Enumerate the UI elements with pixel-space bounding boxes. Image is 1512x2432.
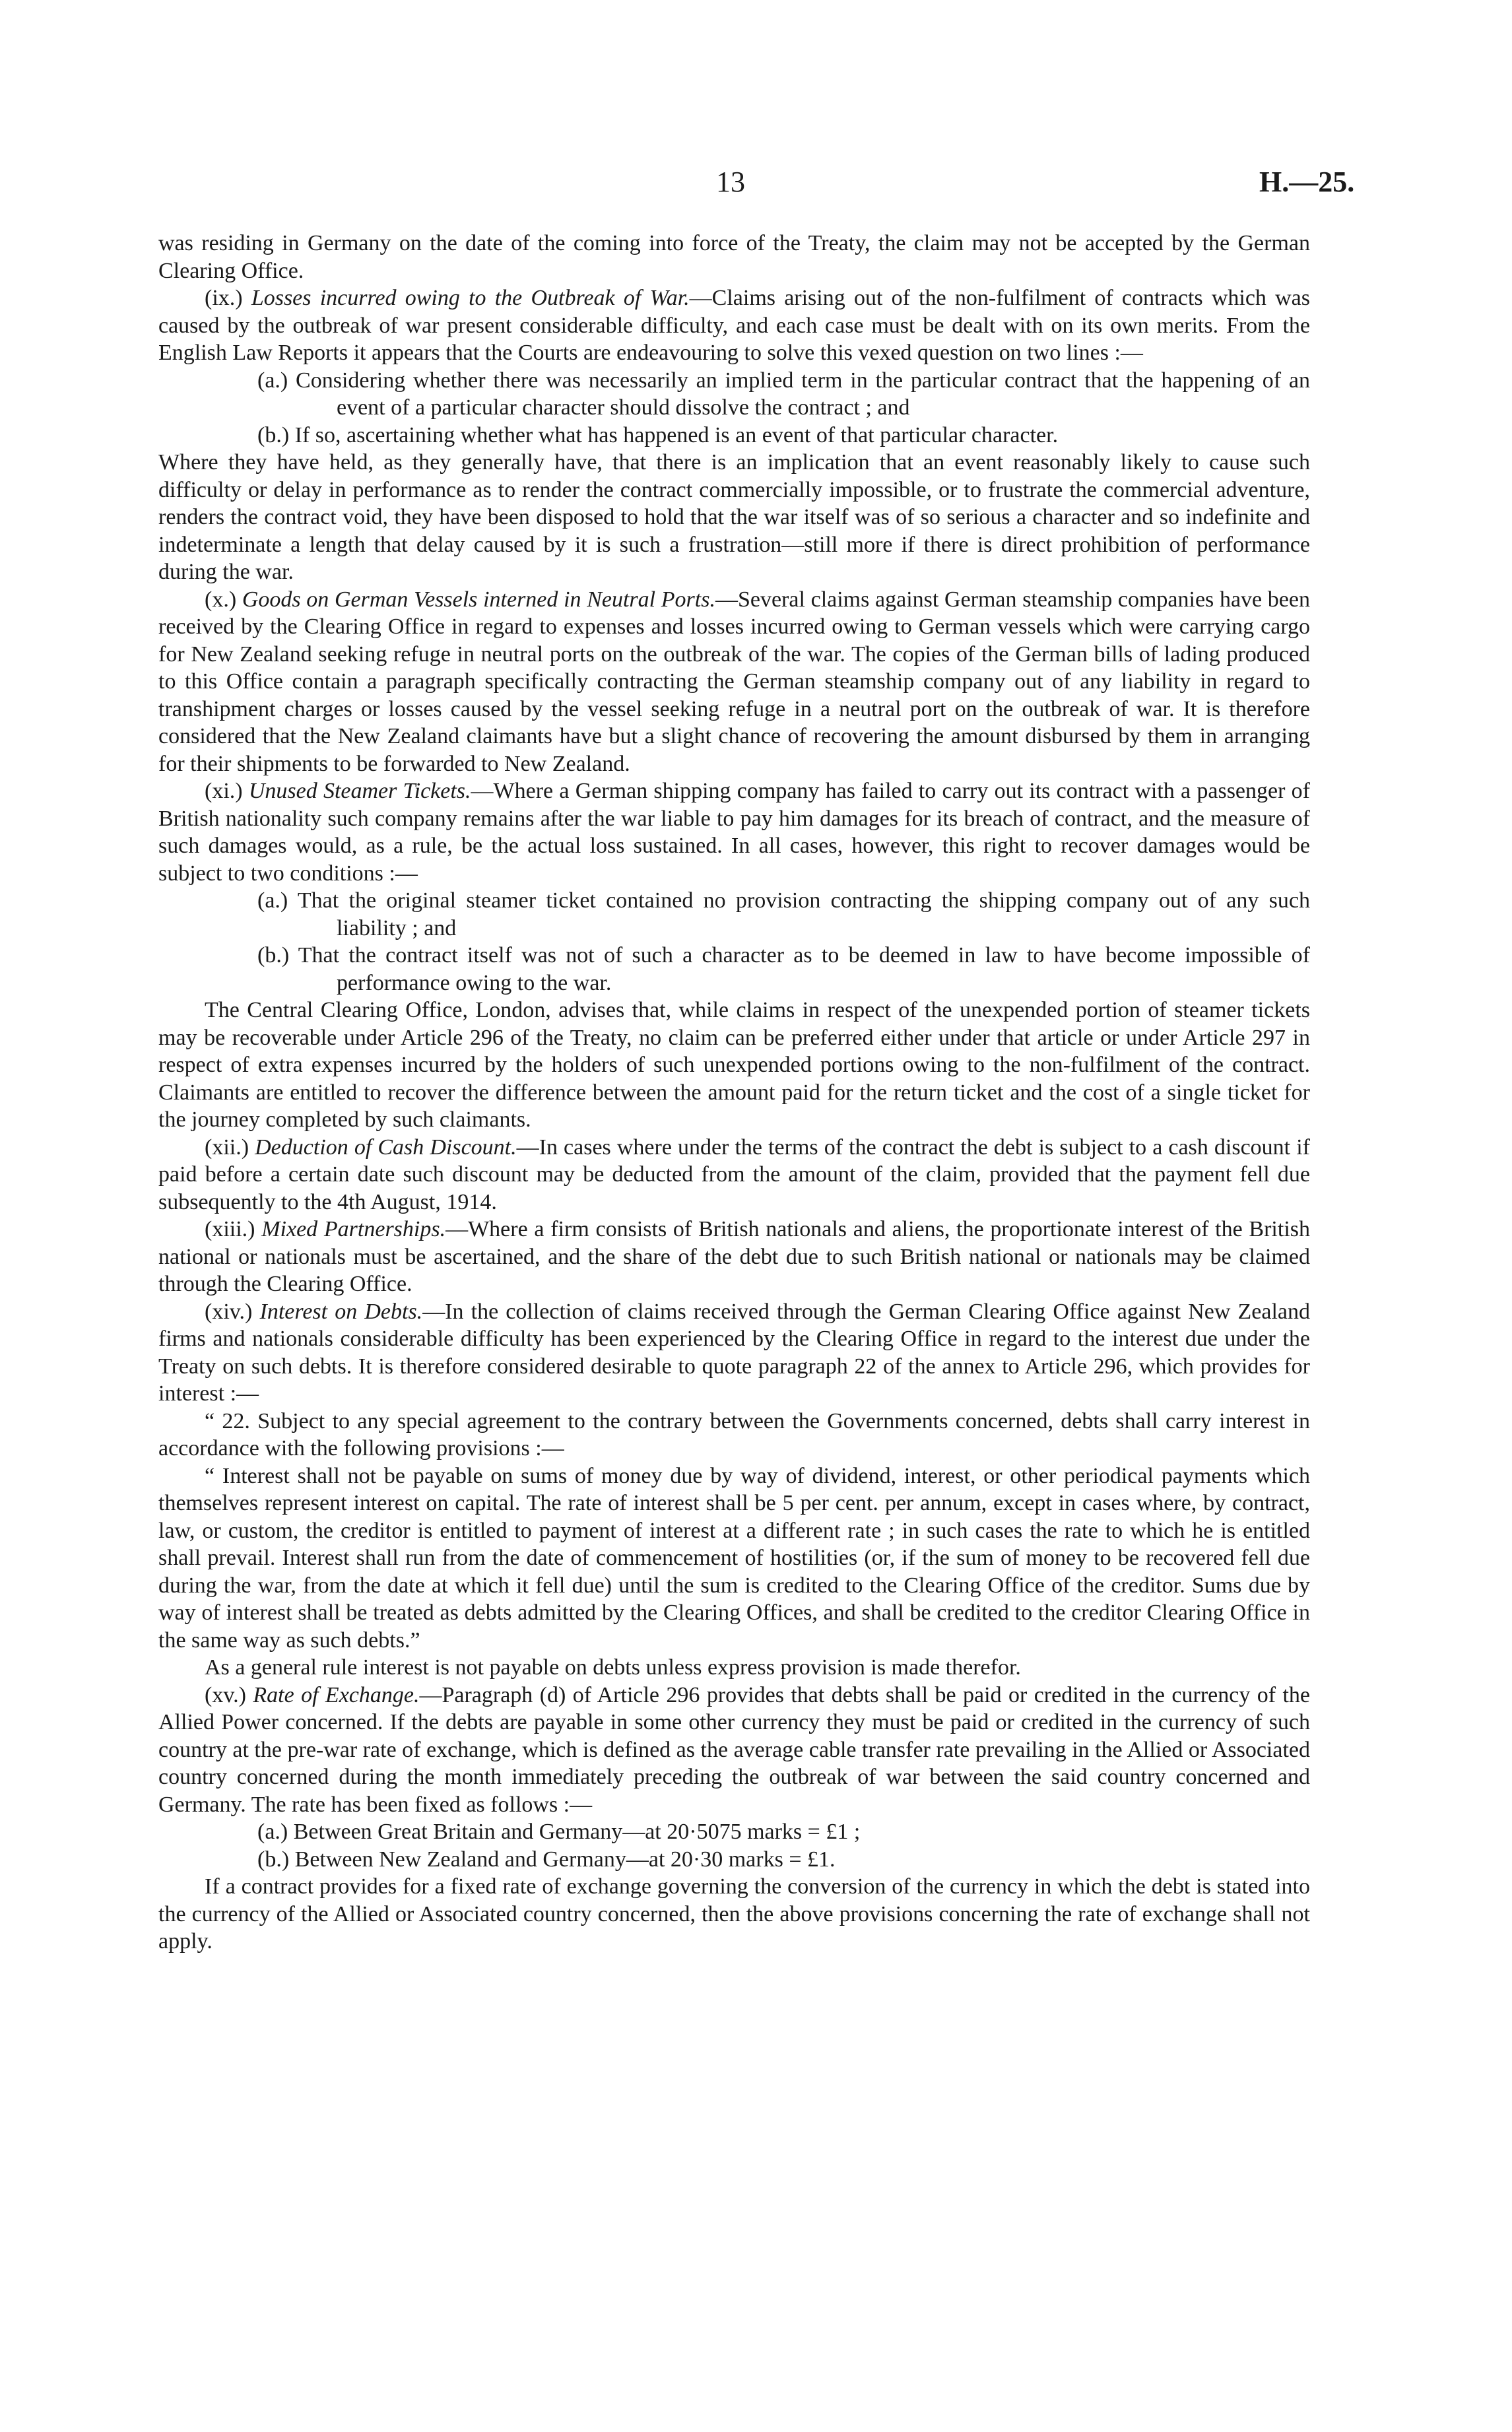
paragraph-text: —Where a German shipping company has failed to carry out its contract with a passenger of British nationality such company remains after the war liable to pay him damages for its breach of contract, and the measure of such damages would, as a rule, be the actual loss sustained. In all cases, however, this right to recover damages would be subject to two conditions :— <box>158 779 1310 886</box>
paragraph-text: If a contract provides for a fixed rate of exchange governing the conversion of the currency in which the debt is stated into the currency of the Allied or Associated country concerned, then the above provisions concerning the rate of exchange shall not apply. <box>158 1874 1310 1954</box>
paragraph <box>158 230 1310 284</box>
paragraph-text: Where they have held, as they generally have, that there is an implication that an event reasonably likely to cause such difficulty or delay in performance as to render the contract commercially impossible, or to frustrate the commercial adventure, renders the contract void, they have been disposed to hold that the war itself was of so serious a character and so indefinite and indeterminate a length that delay caused by it is such a frustration—still more if there is direct prohibition of performance during the war. <box>158 450 1310 584</box>
paragraph <box>158 1682 1310 1819</box>
list-item <box>158 1846 1310 1874</box>
list-item <box>158 942 1310 997</box>
paragraph-text: (a.) That the original steamer ticket contained no provision contracting the shipping company out of any such liability ; and <box>257 888 1310 940</box>
paragraph-number: (xi.) <box>205 779 249 803</box>
paragraph-number: (x.) <box>205 587 242 612</box>
paragraph-number: (xiii.) <box>205 1217 262 1241</box>
paragraph-number: (xv.) <box>205 1682 253 1707</box>
quoted-paragraph <box>158 1462 1310 1655</box>
paragraph-text: (a.) Between Great Britain and Germany—at 20·5075 marks = £1 ; <box>257 1820 861 1844</box>
paragraph <box>158 1134 1310 1216</box>
paragraph <box>158 1654 1310 1682</box>
paragraph-text: (b.) If so, ascertaining whether what has happened is an event of that particular character. <box>257 422 1059 447</box>
section-heading: Rate of Exchange. <box>253 1682 420 1707</box>
section-heading: Unused Steamer Tickets. <box>248 779 471 803</box>
section-heading: Goods on German Vessels interned in Neutral Ports. <box>242 587 715 612</box>
paragraph <box>158 1216 1310 1298</box>
paragraph-text: As a general rule interest is not payable on debts unless express provision is made therefor. <box>205 1655 1021 1680</box>
paragraph-number: (xiv.) <box>205 1299 260 1324</box>
paragraph-text: (a.) Considering whether there was necessarily an implied term in the particular contract that the happening of an event of a particular character should dissolve the contract ; and <box>257 368 1310 420</box>
list-item <box>158 1818 1310 1846</box>
paragraph <box>158 997 1310 1134</box>
paragraph <box>158 777 1310 887</box>
list-item <box>158 422 1310 449</box>
paragraph-number: (ix.) <box>205 286 251 310</box>
paragraph <box>158 1298 1310 1408</box>
paragraph-text: —Claims arising out of the non-fulfilment of contracts which was caused by the outbreak of war present considerable difficulty, and each case must be dealt with on its own merits. From the English Law Reports it appears that the Courts are endeavouring to solve this vexed question on two lines :— <box>158 286 1310 365</box>
document-body <box>158 230 1310 1955</box>
paragraph-text: (b.) That the contract itself was not of such a character as to be deemed in law to have become impossible of performance owing to the war. <box>257 943 1310 995</box>
section-heading: Losses incurred owing to the Outbreak of War. <box>251 286 690 310</box>
section-heading: Deduction of Cash Discount. <box>255 1134 517 1160</box>
paragraph <box>158 284 1310 367</box>
paragraph <box>158 1873 1310 1955</box>
paragraph-text: The Central Clearing Office, London, advises that, while claims in respect of the unexpended portion of steamer tickets may be recoverable under Article 296 of the Treaty, no claim can be preferred either under that article or under Article 297 in respect of extra expenses incurred by the holders of such unexpended portions owing to the non-fulfilment of the contract. Claimants are entitled to recover the difference between the amount paid for the return ticket and the cost of a single ticket for the journey completed by such claimants. <box>158 998 1310 1132</box>
paragraph <box>158 586 1310 778</box>
paragraph-text: —In the collection of claims received through the German Clearing Office against New Zealand firms and nationals considerable difficulty has been experienced by the Clearing Office in regard to the interest due under the Treaty on such debts. It is therefore considered desirable to quote paragraph 22 of the annex to Article 296, which provides for interest :— <box>158 1299 1310 1406</box>
paragraph-text: “ 22. Subject to any special agreement to the contrary between the Governments concerned, debts shall carry interest in accordance with the following provisions :— <box>158 1408 1310 1461</box>
paragraph-text: was residing in Germany on the date of the coming into force of the Treaty, the claim may not be accepted by the German Clearing Office. <box>158 231 1310 283</box>
quoted-paragraph <box>158 1408 1310 1462</box>
page-header <box>0 165 1512 205</box>
section-heading: Mixed Partnerships. <box>261 1217 446 1241</box>
paragraph-number: (xii.) <box>205 1134 255 1160</box>
section-heading: Interest on Debts. <box>259 1299 423 1324</box>
paragraph <box>158 449 1310 586</box>
list-item <box>158 887 1310 942</box>
document-code: H.—25. <box>1259 166 1355 198</box>
list-item <box>158 367 1310 422</box>
paragraph-text: —Several claims against German steamship companies have been received by the Clearing Office in regard to expenses and losses incurred owing to German vessels which were carrying cargo for New Zealand seeking refuge in neutral ports on the outbreak of the war. The copies of the German bills of lading produced to this Office contain a paragraph specifically contracting the German steamship company out of any liability in regard to transhipment charges or losses caused by the vessel seeking refuge in a neutral port on the outbreak of war. It is therefore considered that the New Zealand claimants have but a slight chance of recovering the amount disbursed by them in arranging for their shipments to be forwarded to New Zealand. <box>158 587 1310 776</box>
paragraph-text: “ Interest shall not be payable on sums of money due by way of dividend, interest, or other periodical payments which themselves represent interest on capital. The rate of interest shall be 5 per cent. per annum, except in cases where, by contract, law, or custom, the creditor is entitled to payment of interest at a different rate ; in such cases the rate to which he is entitled shall prevail. Interest shall run from the date of commencement of hostilities (or, if the sum of money to be recovered fell due during the war, from the date at which it fell due) until the sum is credited to the Clearing Office of the creditor. Sums due by way of interest shall be treated as debts admitted by the Clearing Offices, and shall be credited to the creditor Clearing Office in the same way as such debts.” <box>158 1463 1310 1653</box>
page-number: 13 <box>716 166 745 198</box>
paragraph-text: —Where a firm consists of British nationals and aliens, the proportionate interest of the British national or nationals must be ascertained, and the share of the debt due to such British national or nationals may be claimed through the Clearing Office. <box>158 1217 1310 1296</box>
paragraph-text: —In cases where under the terms of the contract the debt is subject to a cash discount if paid before a certain date such discount may be deducted from the amount of the claim, provided that the payment fell due subsequently to the 4th August, 1914. <box>158 1134 1310 1214</box>
paragraph-text: (b.) Between New Zealand and Germany—at 20·30 marks = £1. <box>257 1847 836 1872</box>
paragraph-text: —Paragraph (d) of Article 296 provides that debts shall be paid or credited in the currency of the Allied Power concerned. If the debts are payable in some other currency they must be paid or credited in the currency of such country at the pre-war rate of exchange, which is defined as the average cable transfer rate prevailing in the Allied or Associated country concerned during the month immediately preceding the outbreak of war between the said country concerned and Germany. The rate has been fixed as follows :— <box>158 1682 1311 1817</box>
